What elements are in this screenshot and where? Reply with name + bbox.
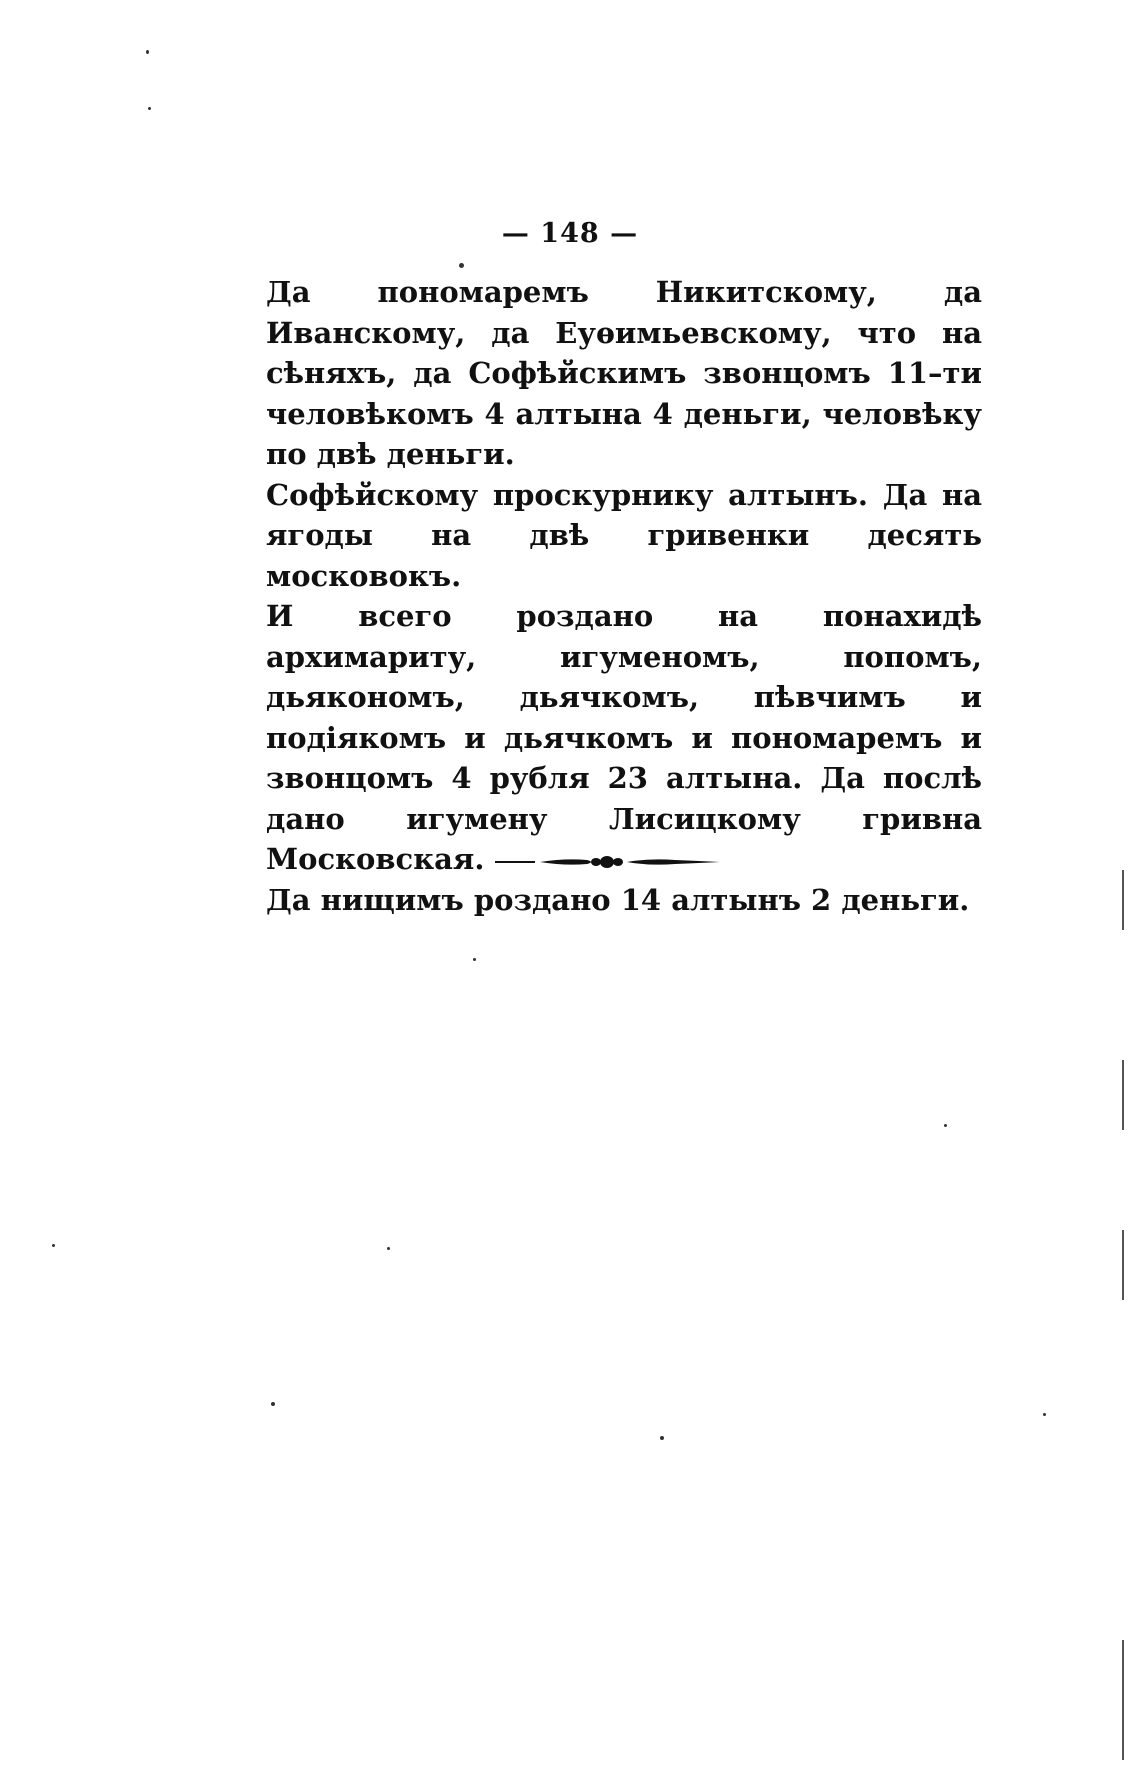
scan-speck bbox=[1043, 1413, 1046, 1416]
scan-speck bbox=[148, 107, 151, 110]
scan-speck bbox=[944, 1124, 947, 1127]
scan-speck bbox=[52, 1244, 55, 1247]
body-text bbox=[266, 272, 982, 920]
page-edge-line bbox=[1122, 1230, 1124, 1300]
paragraph-4: Да нищимъ роздано 14 алтынъ 2 деньги. bbox=[266, 882, 970, 917]
scan-speck bbox=[473, 958, 476, 961]
scan-speck bbox=[660, 1436, 664, 1440]
page-edge-line bbox=[1122, 870, 1124, 930]
paragraph-2: Софѣйскому проскурнику алтынъ. Да на ягоды на двѣ гривенки десять московокъ. bbox=[266, 477, 982, 593]
paragraph-1: Да пономаремъ Никитскому, да Иванскому, да Еуѳимьевскому, что на сѣняхъ, да Софѣйскимъ звонцомъ 11–ти человѣкомъ 4 алтына 4 деньги, человѣку по двѣ деньги. bbox=[266, 275, 982, 471]
paragraph-3: И всего роздано на понахидѣ архимариту, игуменомъ, попомъ, дьякономъ, дьячкомъ, пѣвчимъ и подіякомъ и дьячкомъ и пономаремъ и звонцомъ 4 рубля 23 алтына. Да послѣ дано игумену Лисицкому гривна Московская. bbox=[266, 599, 982, 876]
scan-speck bbox=[459, 263, 464, 268]
page-edge-line bbox=[1122, 1640, 1124, 1760]
page-edge-line bbox=[1122, 1060, 1124, 1130]
scan-speck bbox=[271, 1402, 275, 1406]
page-number-header: — 148 — bbox=[501, 218, 639, 249]
scan-speck bbox=[146, 50, 149, 54]
scan-speck bbox=[387, 1247, 390, 1250]
decorative-rule-icon bbox=[495, 850, 720, 874]
